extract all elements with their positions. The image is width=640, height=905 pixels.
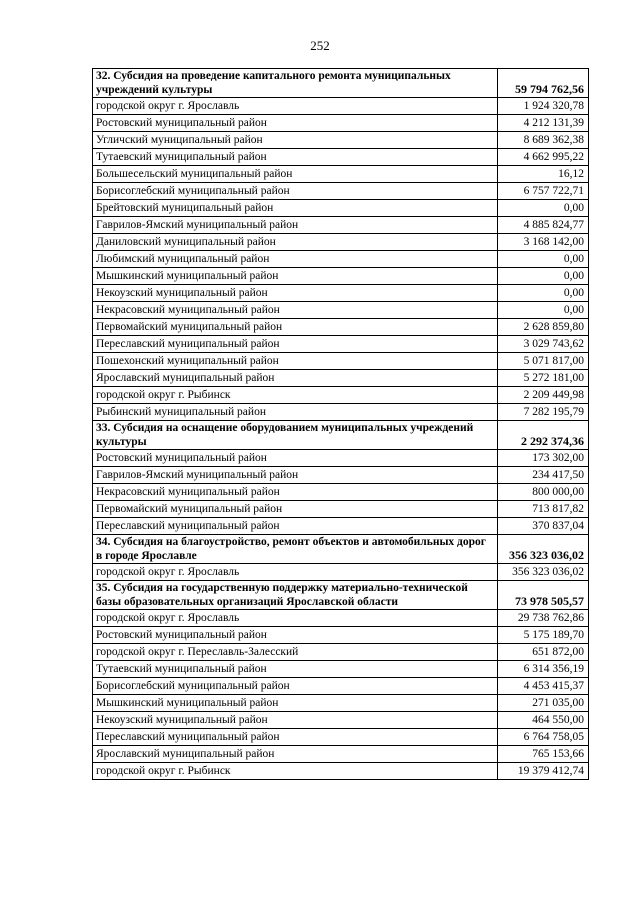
recipient-name: городской округ г. Рыбинск xyxy=(93,387,498,404)
recipient-name: Переславский муниципальный район xyxy=(93,729,498,746)
recipient-amount: 2 628 859,80 xyxy=(498,319,589,336)
table-row xyxy=(93,678,589,695)
recipient-amount: 651 872,00 xyxy=(498,644,589,661)
table-row xyxy=(93,644,589,661)
table-row xyxy=(93,404,589,421)
table-row xyxy=(93,132,589,149)
recipient-name: городской округ г. Ярославль xyxy=(93,98,498,115)
recipient-name: Мышкинский муниципальный район xyxy=(93,268,498,285)
recipient-name: Переславский муниципальный район xyxy=(93,336,498,353)
section-header-row xyxy=(93,581,589,610)
table-row xyxy=(93,115,589,132)
recipient-amount: 29 738 762,86 xyxy=(498,610,589,627)
recipient-amount: 713 817,82 xyxy=(498,501,589,518)
recipient-amount: 8 689 362,38 xyxy=(498,132,589,149)
table-row xyxy=(93,746,589,763)
recipient-amount: 7 282 195,79 xyxy=(498,404,589,421)
table-row xyxy=(93,370,589,387)
table-row xyxy=(93,149,589,166)
table-row xyxy=(93,484,589,501)
recipient-amount: 5 175 189,70 xyxy=(498,627,589,644)
table-row xyxy=(93,627,589,644)
section-total: 73 978 505,57 xyxy=(498,581,589,610)
recipient-amount: 6 757 722,71 xyxy=(498,183,589,200)
recipient-amount: 271 035,00 xyxy=(498,695,589,712)
recipient-amount: 6 764 758,05 xyxy=(498,729,589,746)
section-header-row xyxy=(93,421,589,450)
recipient-name: Некоузский муниципальный район xyxy=(93,285,498,302)
table-row xyxy=(93,387,589,404)
recipient-amount: 5 272 181,00 xyxy=(498,370,589,387)
recipient-name: Любимский муниципальный район xyxy=(93,251,498,268)
table-row xyxy=(93,183,589,200)
recipient-amount: 234 417,50 xyxy=(498,467,589,484)
recipient-name: Переславский муниципальный район xyxy=(93,518,498,535)
recipient-name: Ростовский муниципальный район xyxy=(93,627,498,644)
table-row xyxy=(93,302,589,319)
recipient-name: Ростовский муниципальный район xyxy=(93,450,498,467)
table-row xyxy=(93,661,589,678)
recipient-name: городской округ г. Переславль-Залесский xyxy=(93,644,498,661)
recipient-name: Даниловский муниципальный район xyxy=(93,234,498,251)
recipient-name: Тутаевский муниципальный район xyxy=(93,661,498,678)
section-total: 356 323 036,02 xyxy=(498,535,589,564)
recipient-amount: 2 209 449,98 xyxy=(498,387,589,404)
recipient-name: Брейтовский муниципальный район xyxy=(93,200,498,217)
table-row xyxy=(93,285,589,302)
recipient-name: Гаврилов-Ямский муниципальный район xyxy=(93,217,498,234)
recipient-name: Пошехонский муниципальный район xyxy=(93,353,498,370)
recipient-name: Борисоглебский муниципальный район xyxy=(93,183,498,200)
recipient-amount: 464 550,00 xyxy=(498,712,589,729)
recipient-amount: 0,00 xyxy=(498,302,589,319)
table-row xyxy=(93,467,589,484)
recipient-amount: 0,00 xyxy=(498,285,589,302)
recipient-name: Мышкинский муниципальный район xyxy=(93,695,498,712)
recipient-amount: 16,12 xyxy=(498,166,589,183)
recipient-name: Первомайский муниципальный район xyxy=(93,319,498,336)
recipient-name: Рыбинский муниципальный район xyxy=(93,404,498,421)
recipient-name: Гаврилов-Ямский муниципальный район xyxy=(93,467,498,484)
recipient-amount: 765 153,66 xyxy=(498,746,589,763)
recipient-name: Некрасовский муниципальный район xyxy=(93,302,498,319)
page-number: 252 xyxy=(310,38,330,53)
recipient-amount: 4 662 995,22 xyxy=(498,149,589,166)
table-row xyxy=(93,763,589,780)
table-row xyxy=(93,200,589,217)
table-row xyxy=(93,336,589,353)
table-row xyxy=(93,217,589,234)
table-row xyxy=(93,501,589,518)
recipient-name: Угличский муниципальный район xyxy=(93,132,498,149)
section-title: 32. Субсидия на проведение капитального ремонта муниципальных учреждений культуры xyxy=(93,69,498,98)
recipient-amount: 0,00 xyxy=(498,200,589,217)
recipient-name: Ярославский муниципальный район xyxy=(93,746,498,763)
table-row xyxy=(93,234,589,251)
recipient-name: Тутаевский муниципальный район xyxy=(93,149,498,166)
table-row xyxy=(93,518,589,535)
recipient-name: Ростовский муниципальный район xyxy=(93,115,498,132)
recipient-name: городской округ г. Рыбинск xyxy=(93,763,498,780)
section-title: 35. Субсидия на государственную поддержку материально-технической базы образовательных организаций Ярославской области xyxy=(93,581,498,610)
table-row xyxy=(93,610,589,627)
table-row xyxy=(93,166,589,183)
recipient-amount: 800 000,00 xyxy=(498,484,589,501)
section-header-row xyxy=(93,535,589,564)
recipient-amount: 19 379 412,74 xyxy=(498,763,589,780)
recipient-name: городской округ г. Ярославль xyxy=(93,564,498,581)
table-row xyxy=(93,450,589,467)
recipient-name: Борисоглебский муниципальный район xyxy=(93,678,498,695)
table-row xyxy=(93,729,589,746)
subsidy-table-body xyxy=(93,69,589,780)
table-row xyxy=(93,251,589,268)
table-row xyxy=(93,695,589,712)
recipient-amount: 4 453 415,37 xyxy=(498,678,589,695)
recipient-amount: 1 924 320,78 xyxy=(498,98,589,115)
table-row xyxy=(93,98,589,115)
section-total: 59 794 762,56 xyxy=(498,69,589,98)
recipient-amount: 5 071 817,00 xyxy=(498,353,589,370)
section-title: 33. Субсидия на оснащение оборудованием муниципальных учреждений культуры xyxy=(93,421,498,450)
subsidy-table xyxy=(92,68,589,780)
recipient-amount: 370 837,04 xyxy=(498,518,589,535)
recipient-amount: 0,00 xyxy=(498,268,589,285)
section-total: 2 292 374,36 xyxy=(498,421,589,450)
recipient-amount: 4 212 131,39 xyxy=(498,115,589,132)
recipient-name: Некрасовский муниципальный район xyxy=(93,484,498,501)
recipient-amount: 4 885 824,77 xyxy=(498,217,589,234)
recipient-amount: 0,00 xyxy=(498,251,589,268)
table-row xyxy=(93,564,589,581)
table-row xyxy=(93,268,589,285)
recipient-name: Большесельский муниципальный район xyxy=(93,166,498,183)
recipient-name: Первомайский муниципальный район xyxy=(93,501,498,518)
table-row xyxy=(93,353,589,370)
recipient-amount: 6 314 356,19 xyxy=(498,661,589,678)
recipient-amount: 3 168 142,00 xyxy=(498,234,589,251)
recipient-name: Некоузский муниципальный район xyxy=(93,712,498,729)
section-title: 34. Субсидия на благоустройство, ремонт объектов и автомобильных дорог в городе Ярославле xyxy=(93,535,498,564)
table-row xyxy=(93,712,589,729)
recipient-name: городской округ г. Ярославль xyxy=(93,610,498,627)
recipient-amount: 173 302,00 xyxy=(498,450,589,467)
table-row xyxy=(93,319,589,336)
recipient-amount: 356 323 036,02 xyxy=(498,564,589,581)
section-header-row xyxy=(93,69,589,98)
recipient-name: Ярославский муниципальный район xyxy=(93,370,498,387)
recipient-amount: 3 029 743,62 xyxy=(498,336,589,353)
